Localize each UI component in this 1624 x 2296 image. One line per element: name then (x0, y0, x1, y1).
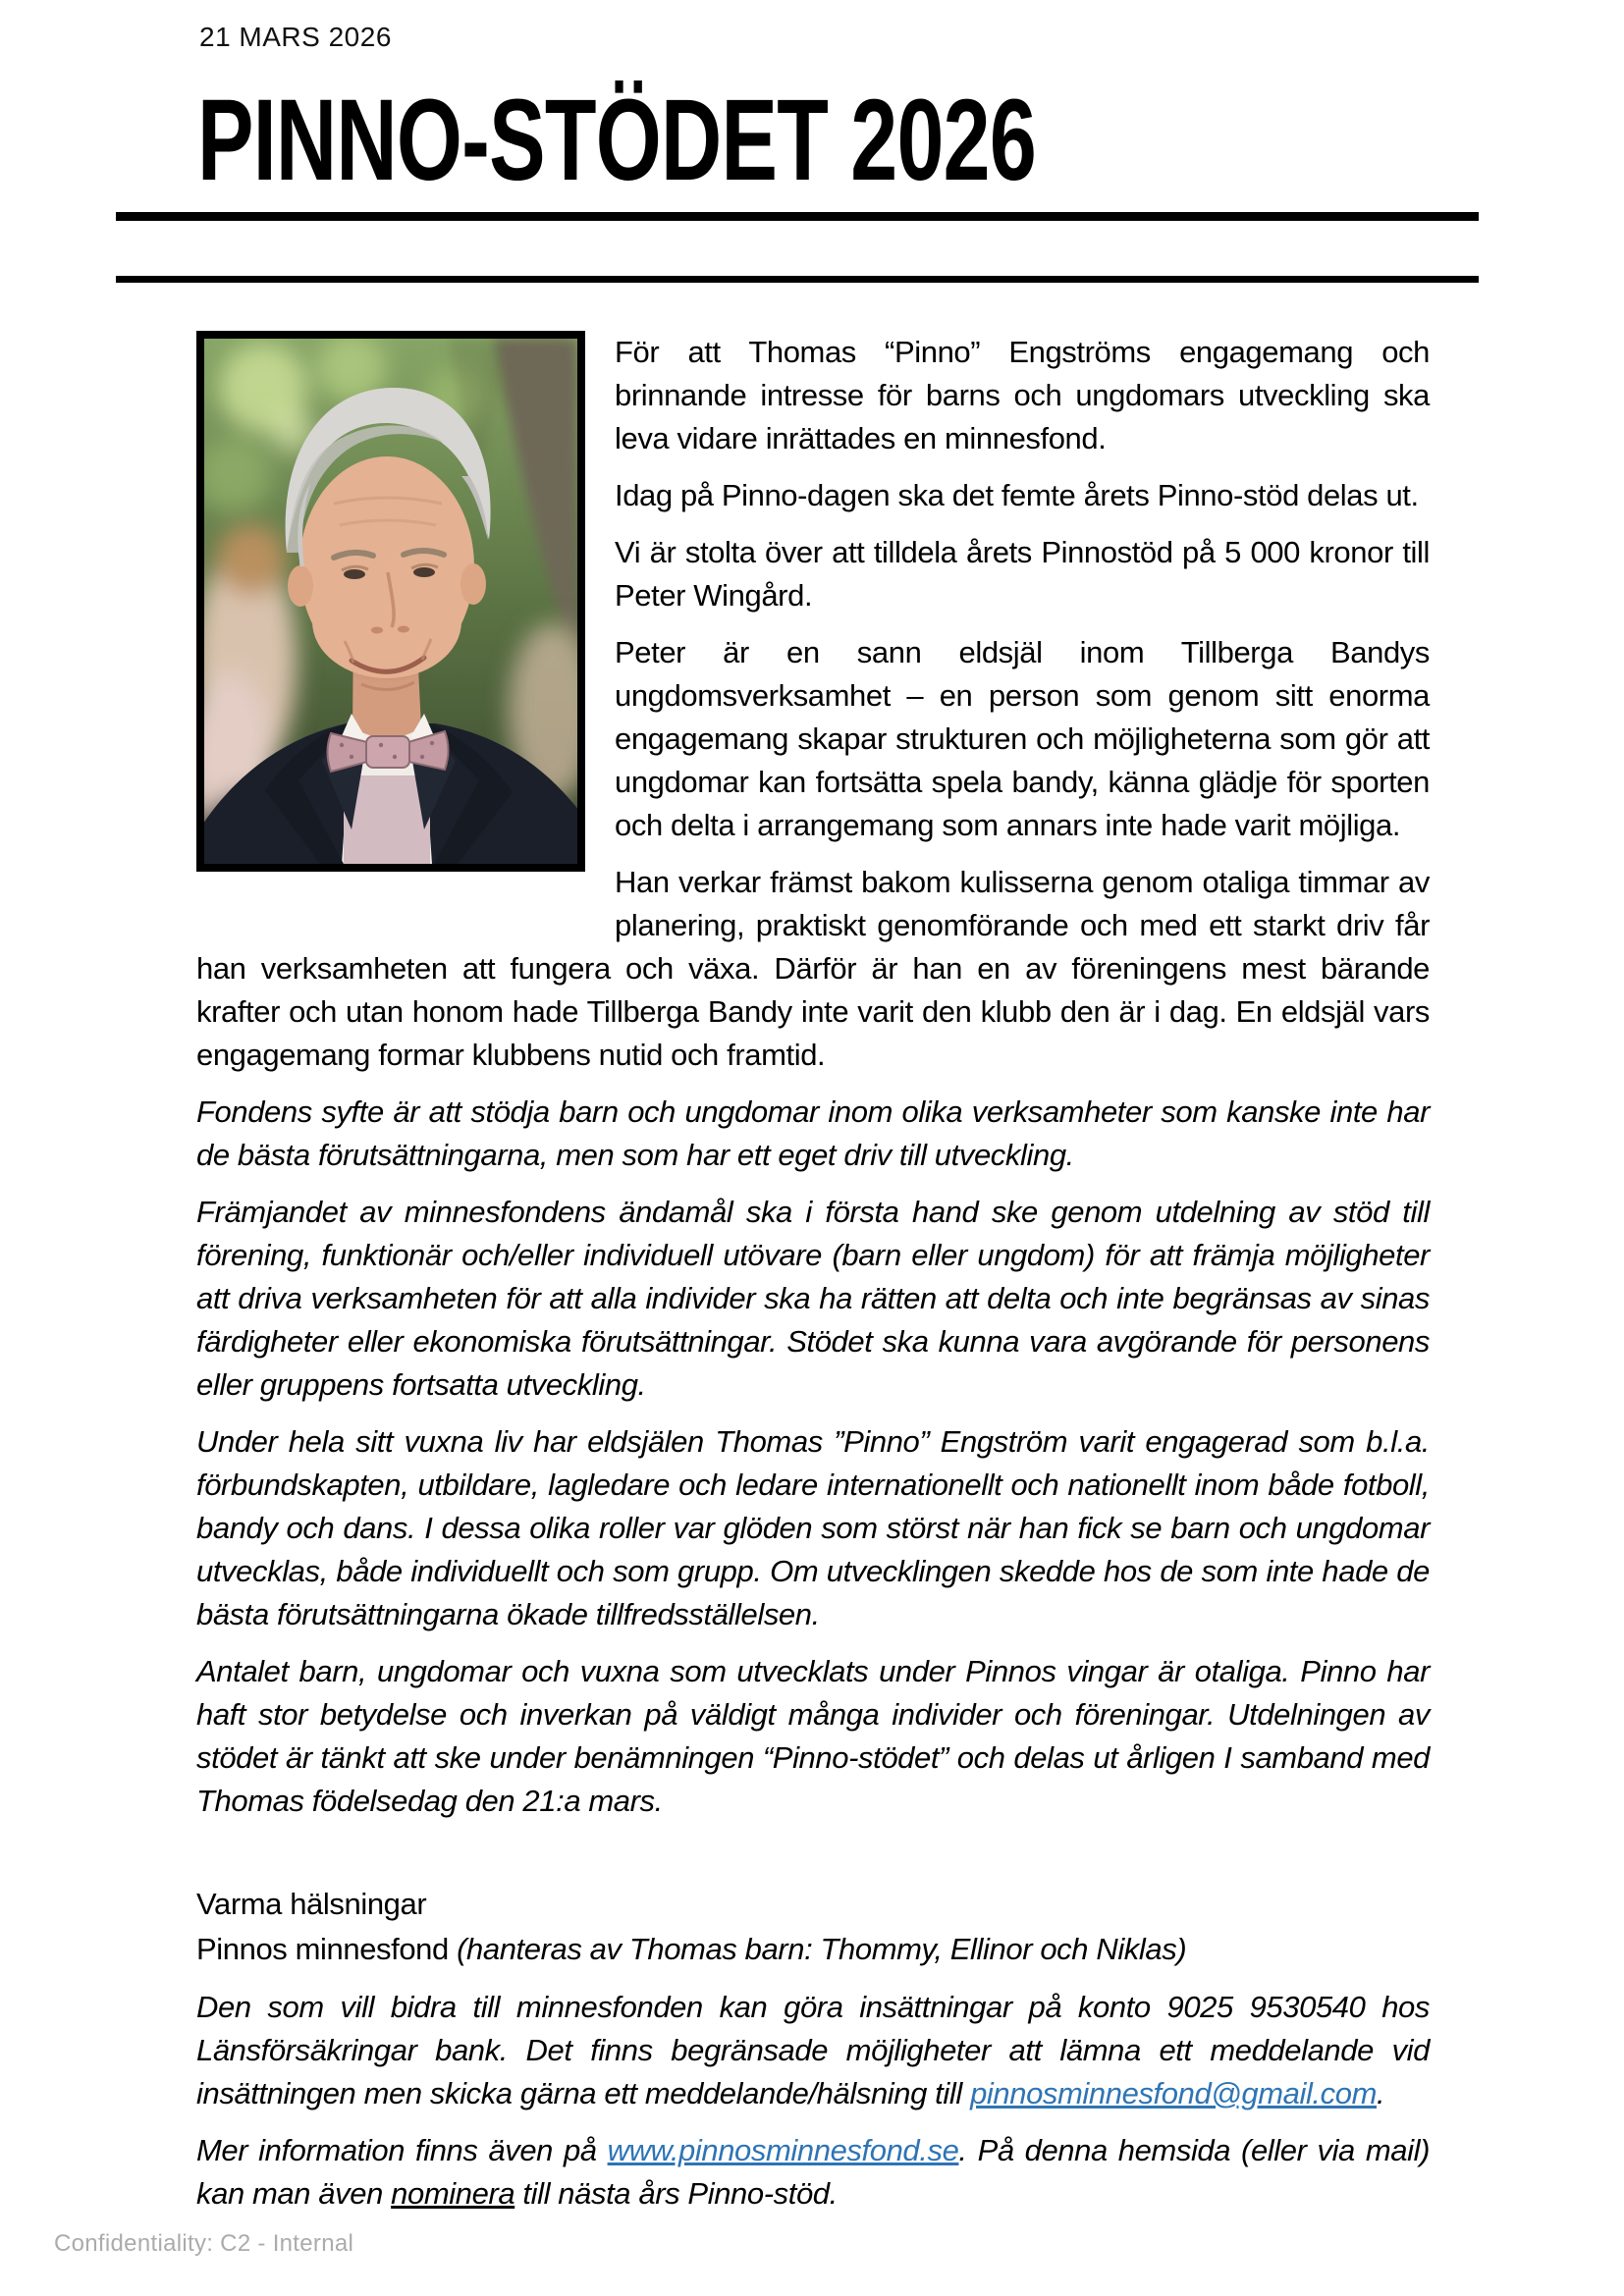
paragraph-behind-scenes: Han verkar främst bakom kulisserna genom otaliga timmar av planering, praktiskt genomförande och med ett starkt driv får han verksamheten att fungera och växa. Därför är han en av föreningens mest bärande krafter och utan honom hade Tillberga Bandy inte varit den klubb den är i dag. En eldsjäl vars engagemang formar klubbens nutid och framtid. (196, 865, 1430, 1072)
signature-fund-name: Pinnos minnesfond (196, 1932, 458, 1966)
paragraph-more-info (196, 2129, 1430, 2216)
nominate-emphasis: nominera (391, 2176, 515, 2211)
horizontal-rule-top (116, 212, 1479, 221)
more-info-text-2: . På denna hemsida (eller via mail) kan man även (196, 2133, 1430, 2211)
more-info-text-3: till nästa års Pinno-stöd. (514, 2176, 838, 2211)
page-title: PINNO-STÖDET 2026 (197, 76, 1036, 205)
paragraph-pinno-impact: Antalet barn, ungdomar och vuxna som utvecklats under Pinnos vingar är otaliga. Pinno har haft stor betydelse och inverkan på väldigt många individer och föreningar. Utdelningen av stödet är tänkt att ske under benämningen “Pinno-stödet” och delas ut årligen I samband med Thomas födelsedag den 21:a mars. (196, 1654, 1430, 1818)
portrait-photo (196, 331, 585, 872)
website-link[interactable]: www.pinnosminnesfond.se (607, 2133, 959, 2167)
more-info-text-1: Mer information finns även på (196, 2133, 608, 2167)
confidentiality-label: Confidentiality: C2 - Internal (54, 2230, 354, 2257)
paragraph-fund-purpose: Fondens syfte är att stödja barn och ungdomar inom olika verksamheter som kanske inte har de bästa förutsättningarna, men som har ett eget driv till utveckling. (196, 1095, 1430, 1172)
paragraph-pinno-day: Idag på Pinno-dagen ska det femte årets Pinno-stöd delas ut. (615, 478, 1419, 512)
signature-block (196, 1882, 1430, 1972)
fund-purpose-section (196, 1091, 1430, 1823)
paragraph-fund-promotion: Främjandet av minnesfondens ändamål ska i första hand ske genom utdelning av stöd till förening, funktionär och/eller individuell utövare (barn eller ungdom) för att främja möjligheter att driva verksamheten för att alla individer ska ha rätten att delta och inte begränsas av sinas färdigheter eller ekonomiska förutsättningar. Stödet ska kunna vara avgörande för personens eller gruppens fortsatta utveckling. (196, 1195, 1430, 1402)
paragraph-intro: För att Thomas “Pinno” Engströms engagemang och brinnande intresse för barns och ungdomars utveckling ska leva vidare inrättades en minnesfond. (615, 335, 1430, 455)
document-date: 21 MARS 2026 (199, 22, 392, 52)
donation-text-end: . (1377, 2076, 1385, 2110)
paragraph-award: Vi är stolta över att tilldela årets Pinnostöd på 5 000 kronor till Peter Wingård. (615, 535, 1430, 613)
email-link[interactable]: pinnosminnesfond@gmail.com (970, 2076, 1378, 2110)
paragraph-donation (196, 1986, 1430, 2115)
document-body (196, 331, 1430, 2229)
horizontal-rule-bottom (116, 276, 1479, 283)
signature-managers: (hanteras av Thomas barn: Thommy, Ellinor och Niklas) (457, 1932, 1187, 1966)
donation-text: Den som vill bidra till minnesfonden kan göra insättningar på konto 9025 9530540 hos Länsförsäkringar bank. Det finns begränsade möjligheter att lämna ett meddelande vid insättningen men skicka gärna ett meddelande/hälsning till (196, 1990, 1430, 2110)
signature-greeting: Varma hälsningar (196, 1887, 427, 1921)
paragraph-thomas-life: Under hela sitt vuxna liv har eldsjälen Thomas ”Pinno” Engström varit engagerad som b.l.a. förbundskapten, utbildare, lagledare och ledare internationellt och nationellt inom både fotboll, bandy och dans. I dessa olika roller var glöden som störst när han fick se barn och ungdomar utvecklas, både individuellt och som grupp. Om utvecklingen skedde hos de som inte hade de bästa förutsättningarna ökade tillfredsställelsen. (196, 1424, 1430, 1631)
paragraph-peter: Peter är en sann eldsjäl inom Tillberga Bandys ungdomsverksamhet – en person som genom sitt enorma engagemang skapar strukturen och möjligheterna som gör att ungdomar kan fortsätta spela bandy, känna glädje för sporten och delta i arrangemang som annars inte hade varit möjliga. (615, 635, 1430, 842)
